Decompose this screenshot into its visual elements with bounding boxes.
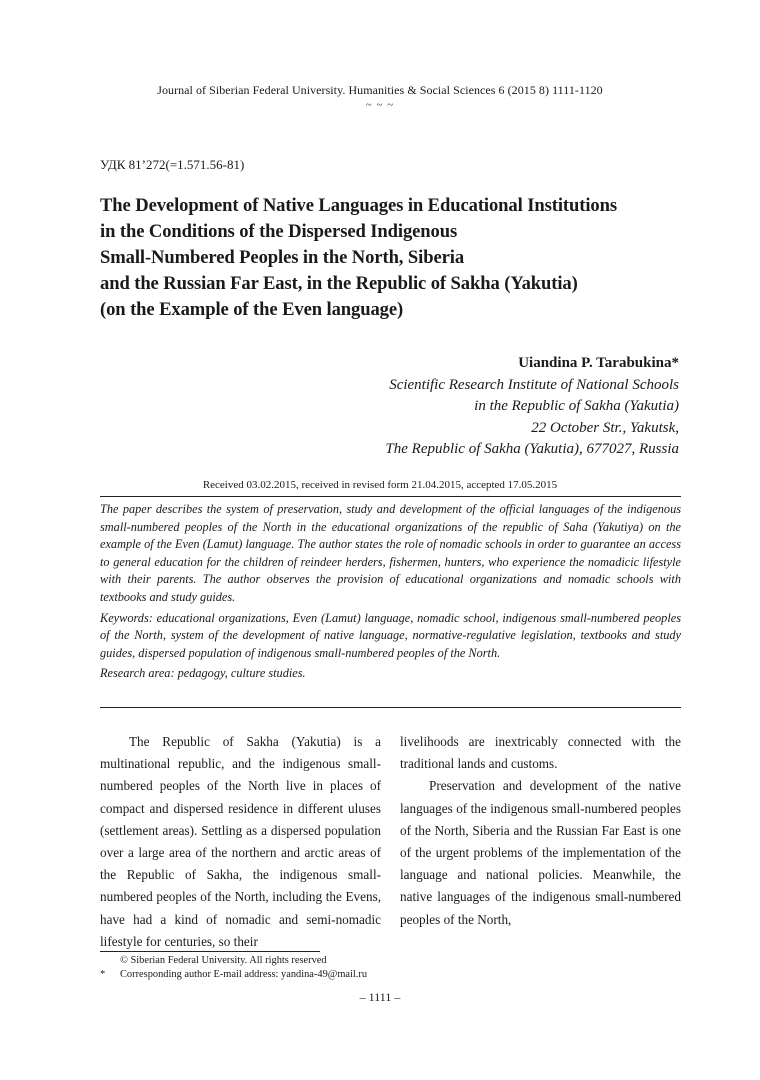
copyright-text: © Siberian Federal University. All rights reserved bbox=[120, 955, 327, 966]
journal-header: Journal of Siberian Federal University. Humanities & Social Sciences 6 (2015 8) 1111-1120 bbox=[157, 83, 603, 97]
header-ornament: ~ ~ ~ bbox=[365, 99, 395, 111]
title-line: Small-Numbered Peoples in the North, Siberia bbox=[100, 247, 465, 268]
keywords: Keywords: educational organizations, Even (Lamut) language, nomadic school, indigenous small-numbered peoples of the North, system of the development of native language, normative-regulative legislation, textbooks and study guides, dispersed population of indigenous small-numbered peoples of the North. bbox=[100, 610, 681, 660]
corresponding-author-note bbox=[100, 968, 367, 982]
body-paragraph: Preservation and development of the native languages of the indigenous small-numbered peoples of the North, Siberia and the Russian Far East is one of the urgent problems of the implementation of the language and national policies. Meanwhile, the native languages of the indigenous small-numbered peoples of the North, bbox=[400, 778, 681, 927]
paper-title bbox=[100, 193, 690, 323]
affiliation-line: The Republic of Sakha (Yakutia), 677027, Russia bbox=[385, 441, 679, 457]
author-name: Uiandina P. Tarabukina* bbox=[518, 355, 679, 371]
received-dates: Received 03.02.2015, received in revised form 21.04.2015, accepted 17.05.2015 bbox=[202, 479, 558, 491]
abstract-text: The paper describes the system of preservation, study and development of the official languages of the indigenous small-numbered peoples of the North in the educational organizations of the republic of Saha (Yakutiya) on the example of the Even (Lamut) language. The author states the role of nomadic schools in order to guarantee an access to general education for the children of reindeer herders, fishermen, hunters, who experience the nomadicic lifestyle with their parents. The author observes the provision of educational organizations and nomadic schools with textbooks and study guides. bbox=[100, 502, 681, 604]
footnote-rule bbox=[100, 951, 320, 952]
footnote-mark: * bbox=[100, 969, 106, 980]
title-line: The Development of Native Languages in Educational Institutions bbox=[100, 195, 617, 216]
abstract bbox=[100, 501, 681, 686]
affiliation-line: 22 October Str., Yakutsk, bbox=[531, 419, 679, 436]
udk-code: УДК 81’272(=1.571.56-81) bbox=[100, 157, 245, 172]
footnotes bbox=[100, 954, 367, 982]
abstract-bottom-rule bbox=[100, 707, 681, 708]
affiliation-line: in the Republic of Sakha (Yakutia) bbox=[474, 398, 679, 414]
corresponding-author-text: Corresponding author E-mail address: yandina-49@mail.ru bbox=[120, 969, 368, 980]
title-line: in the Conditions of the Dispersed Indigenous bbox=[100, 221, 458, 242]
body-column-right bbox=[400, 731, 681, 931]
title-line: and the Russian Far East, in the Republic of Sakha (Yakutia) bbox=[100, 273, 578, 294]
author-block bbox=[385, 353, 679, 461]
body-column-left bbox=[100, 731, 381, 953]
affiliation-line: Scientific Research Institute of National Schools bbox=[389, 376, 679, 393]
body-paragraph: The Republic of Sakha (Yakutia) is a multinational republic, and the indigenous small-numbered peoples of the North live in places of compact and dispersed residence in different uluses (settlement areas). Settling as a dispersed population over a large area of the northern and arctic areas of the Republic of Sakha, the indigenous small-numbered peoples of the North, including the Evens, have had a kind of nomadic and semi-nomadic lifestyle for centuries, so their bbox=[100, 734, 381, 949]
page-number: – 1111 – bbox=[359, 990, 401, 1004]
body-paragraph: livelihoods are inextricably connected with the traditional lands and customs. bbox=[400, 734, 681, 772]
title-line: (on the Example of the Even language) bbox=[100, 299, 404, 320]
copyright-note bbox=[100, 954, 367, 968]
abstract-top-rule bbox=[100, 496, 681, 497]
research-area: Research area: pedagogy, culture studies. bbox=[100, 666, 306, 681]
